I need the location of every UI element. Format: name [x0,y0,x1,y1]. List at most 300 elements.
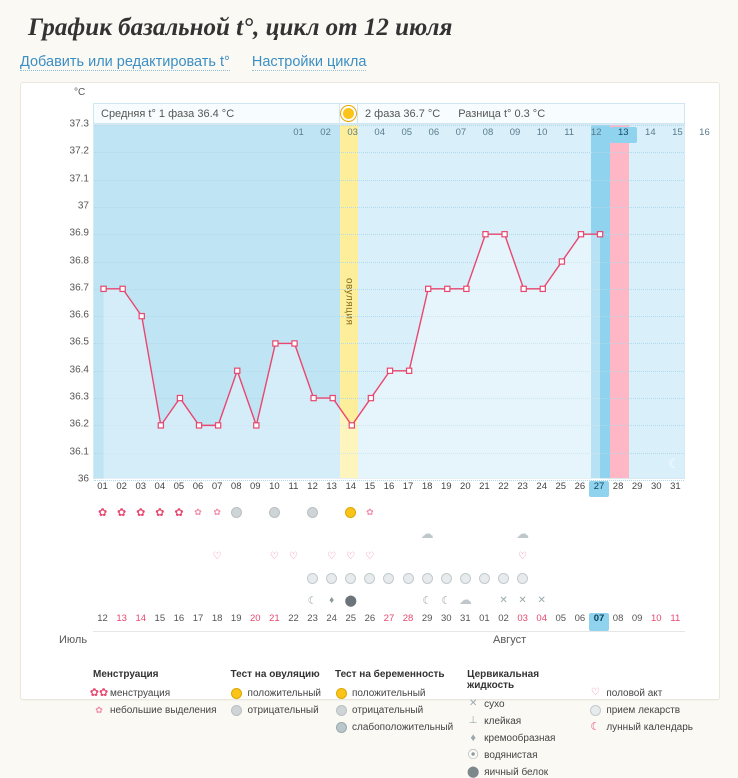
legend-item [467,698,575,710]
intercourse-row [93,545,685,567]
cycle-day-tick[interactable]: 15 [364,481,376,492]
y-tick-label: 36.8 [69,255,89,267]
pill-cell[interactable] [379,567,398,589]
empty-cell[interactable] [437,523,456,545]
empty-cell[interactable] [131,567,150,589]
empty-cell[interactable] [609,589,628,611]
empty-cell[interactable] [628,589,647,611]
menstruation-cell[interactable]: ✿ [213,506,221,517]
chart-card [20,82,720,778]
empty-cell[interactable] [246,567,265,589]
cycle-day-tick[interactable]: 08 [230,481,242,492]
legend-item-label: отрицательный [352,704,424,716]
pill-cell[interactable] [513,567,532,589]
menstruation-cell[interactable]: ✿ [174,506,184,519]
edit-temperature-link[interactable]: Добавить или редактировать t° [20,54,230,70]
pill-cell[interactable] [456,567,475,589]
empty-cell[interactable] [131,545,150,567]
month-label-left: Июль [59,634,88,646]
legend-item [231,704,321,716]
empty-cell[interactable] [609,545,628,567]
empty-cell[interactable] [227,545,246,567]
empty-cell[interactable] [341,523,360,545]
phase-summary-bar [93,103,685,124]
empty-cell[interactable] [322,523,341,545]
menstruation-cell[interactable]: ✿ [155,506,165,519]
empty-cell[interactable] [227,589,246,611]
pill-cell[interactable] [360,567,379,589]
empty-cell[interactable] [360,523,379,545]
empty-cell[interactable] [360,589,379,611]
empty-cell[interactable] [589,567,608,589]
cycle-day-tick[interactable]: 23 [517,481,528,492]
legend-group [589,669,693,778]
cycle-day-tick[interactable]: 28 [612,481,624,492]
menstruation-drops-icon: ✿ ✿ [89,686,109,699]
empty-cell[interactable] [131,523,150,545]
cervical-fluid-cell[interactable]: ☾ [441,594,452,607]
intercourse-cell[interactable]: ♡ [289,550,298,562]
empty-cell[interactable] [379,589,398,611]
empty-cell[interactable] [303,545,322,567]
menstruation-cell[interactable]: ✿ [117,506,127,519]
legend-item [335,687,453,699]
pill-cell[interactable] [418,567,437,589]
empty-cell[interactable] [551,567,570,589]
calendar-date-cell[interactable]: 19 [230,613,242,624]
empty-cell[interactable] [169,589,188,611]
y-axis-labels [53,118,89,485]
weak-positive-dot-icon [335,721,347,733]
menstruation-cell[interactable]: ✿ [194,506,202,517]
calendar-date-cell[interactable]: 04 [536,613,547,624]
calendar-date-cell[interactable]: 02 [498,613,509,624]
calendar-date-cell[interactable]: 25 [345,613,357,624]
empty-cell[interactable] [609,567,628,589]
empty-cell[interactable] [169,567,188,589]
pill-cell[interactable] [494,567,513,589]
watery-drop-icon: ⦿ [467,748,479,761]
phase2-day-number[interactable]: 14 [645,127,656,138]
phase2-day-number[interactable]: 03 [347,127,358,138]
empty-cell[interactable] [666,567,685,589]
empty-cell[interactable] [456,545,475,567]
empty-cell[interactable] [666,501,685,523]
empty-cell[interactable] [112,567,131,589]
empty-cell[interactable] [589,523,608,545]
calendar-date-cell[interactable]: 01 [479,613,490,624]
empty-cell[interactable] [150,545,169,567]
legend-item-label: положительный [352,687,426,699]
menstruation-cell[interactable] [341,501,360,523]
empty-cell[interactable] [475,501,494,523]
empty-cell[interactable] [475,589,494,611]
mucus-cell[interactable]: ☁ [420,526,434,541]
calendar-date-cell[interactable]: 13 [116,613,127,624]
empty-cell[interactable] [628,501,647,523]
calendar-date-cell[interactable]: 05 [555,613,567,624]
chart-legend [89,669,693,778]
cycle-day-tick[interactable]: 16 [383,481,395,492]
empty-cell[interactable] [265,567,284,589]
menstruation-cell[interactable] [303,501,322,523]
y-tick-label: 37 [77,200,89,212]
cervical-fluid-cell[interactable]: ✕ [499,594,508,606]
cervical-fluid-cell[interactable]: ☾ [422,594,433,607]
intercourse-cell[interactable]: ♡ [365,550,375,562]
empty-cell[interactable] [589,589,608,611]
empty-cell[interactable] [93,523,112,545]
cervical-fluid-cell[interactable]: ♦ [329,594,335,606]
cervical-fluid-cell[interactable]: ⬤ [344,594,357,607]
intercourse-cell[interactable]: ♡ [269,550,279,562]
calendar-date-cell[interactable]: 24 [326,613,337,624]
empty-cell[interactable] [589,501,608,523]
empty-cell[interactable] [570,523,589,545]
cycle-day-tick[interactable]: 04 [154,481,166,492]
calendar-date-cell[interactable]: 29 [421,613,433,624]
legend-group [89,669,217,778]
phase2-day-number[interactable]: 02 [320,127,331,138]
ovulation-marker-cell [340,104,358,123]
empty-cell[interactable] [379,523,398,545]
empty-cell[interactable] [570,545,589,567]
legend-item-label: отрицательный [247,704,319,716]
calendar-date-cell[interactable]: 12 [97,613,108,624]
empty-cell[interactable] [399,523,418,545]
cycle-day-tick[interactable]: 02 [116,481,127,492]
empty-cell[interactable] [399,589,418,611]
empty-cell[interactable] [570,589,589,611]
calendar-date-cell[interactable]: 26 [364,613,376,624]
empty-cell[interactable] [456,523,475,545]
calendar-date-cell[interactable]: 30 [440,613,452,624]
empty-cell[interactable] [494,545,513,567]
phase2-day-number[interactable]: 05 [401,127,413,138]
y-tick-label: 36.4 [69,364,89,376]
y-tick-label: 36 [77,473,89,485]
pill-cell[interactable] [399,567,418,589]
cycle-day-tick[interactable]: 22 [498,481,509,492]
ovulation-dot-icon [341,106,356,121]
pill-cell[interactable] [303,567,322,589]
empty-cell[interactable] [437,545,456,567]
cycle-day-tick[interactable]: 14 [345,481,357,492]
empty-cell[interactable] [628,523,647,545]
empty-cell[interactable] [494,501,513,523]
legend-item [589,687,693,699]
phase2-day-number[interactable]: 06 [428,127,440,138]
legend-item [93,704,217,716]
cycle-day-tick[interactable]: 21 [479,481,490,492]
empty-cell[interactable] [494,523,513,545]
egg-white-drop-icon: ⬤ [467,765,480,778]
empty-cell[interactable] [93,545,112,567]
cervical-fluid-cell[interactable]: ✕ [537,594,546,606]
empty-cell[interactable] [379,501,398,523]
empty-cell[interactable] [112,523,131,545]
legend-item [231,687,321,699]
empty-cell[interactable] [532,501,551,523]
calendar-date-cell[interactable]: 08 [612,613,624,624]
empty-cell[interactable] [609,523,628,545]
legend-group-title: Тест на беременность [335,669,445,680]
phase2-day-number[interactable]: 04 [374,127,385,138]
empty-cell[interactable] [112,589,131,611]
calendar-date-cell[interactable]: 28 [402,613,414,624]
empty-cell[interactable] [437,501,456,523]
calendar-date-cell[interactable]: 07 [589,613,608,631]
legend-item [589,704,693,716]
calendar-date-cell[interactable]: 22 [288,613,299,624]
calendar-date-cell[interactable]: 31 [460,613,471,624]
empty-cell[interactable] [131,589,150,611]
phase2-day-number[interactable]: 11 [564,127,575,138]
legend-group-title: Менструация [93,669,159,680]
intercourse-cell[interactable]: ♡ [518,550,528,562]
calendar-date-row[interactable] [93,613,685,632]
empty-cell[interactable] [284,567,303,589]
cycle-day-tick[interactable]: 25 [555,481,567,492]
cycle-day-tick[interactable]: 13 [326,481,337,492]
empty-cell[interactable] [188,523,207,545]
empty-cell[interactable] [399,545,418,567]
cycle-day-tick[interactable]: 06 [192,481,204,492]
empty-cell[interactable] [246,523,265,545]
empty-cell[interactable] [188,567,207,589]
symptom-rows [93,501,685,611]
cycle-day-tick[interactable]: 09 [250,481,261,492]
empty-cell[interactable] [589,545,608,567]
legend-item-label: слабоположительный [352,721,454,733]
mucus-cloud-row [93,523,685,545]
calendar-date-cell[interactable]: 16 [173,613,185,624]
pill-cell[interactable] [437,567,456,589]
calendar-date-cell[interactable]: 14 [135,613,147,624]
empty-cell[interactable] [647,567,666,589]
phase2-day-number[interactable]: 01 [293,127,304,138]
cycle-day-tick[interactable]: 05 [173,481,185,492]
legend-item-label: менструация [110,687,171,699]
empty-cell[interactable] [570,567,589,589]
legend-item-label: лунный календарь [606,721,693,733]
empty-cell[interactable] [647,545,666,567]
empty-cell[interactable] [112,545,131,567]
phase2-day-number[interactable]: 09 [509,127,521,138]
legend-group-title: Цервикальная жидкость [467,669,540,691]
month-label-right: Август [493,634,527,646]
dry-cross-icon: ✕ [468,698,478,709]
phase2-day-number[interactable]: 12 [590,127,602,138]
empty-cell[interactable] [666,523,685,545]
cycle-day-tick[interactable]: 12 [307,481,318,492]
empty-cell[interactable] [93,567,112,589]
empty-cell[interactable] [208,589,227,611]
legend-item-label: кремообразная [484,732,556,744]
empty-cell[interactable] [379,545,398,567]
y-tick-label: 36.9 [69,227,89,239]
negative-gray-dot-icon [231,704,243,716]
empty-cell[interactable] [284,501,303,523]
cycle-day-tick[interactable]: 19 [440,481,452,492]
y-tick-label: 37.1 [69,173,89,185]
empty-cell[interactable] [628,545,647,567]
calendar-date-cell[interactable]: 20 [250,613,261,624]
empty-cell[interactable] [150,589,169,611]
legend-item [589,721,693,733]
empty-cell[interactable] [647,501,666,523]
empty-cell[interactable] [647,589,666,611]
menstruation-cell[interactable]: ✿ [366,506,374,517]
menstruation-cell[interactable] [265,501,284,523]
pill-icon [589,704,601,716]
mucus-cell[interactable]: ☁ [516,526,530,541]
empty-cell[interactable] [418,501,437,523]
calendar-date-cell[interactable]: 15 [154,613,166,624]
empty-cell[interactable] [208,523,227,545]
intercourse-cell[interactable]: ♡ [346,550,356,562]
legend-item-label: клейкая [484,715,522,727]
calendar-date-cell[interactable]: 03 [517,613,528,624]
positive-yellow-dot-icon [231,687,243,699]
phase2-day-number[interactable]: 15 [672,127,683,138]
empty-cell[interactable] [532,545,551,567]
y-tick-label: 36.3 [69,391,89,403]
legend-item-label: водянистая [484,749,538,761]
cycle-day-tick[interactable]: 24 [536,481,547,492]
phase2-summary [358,104,684,123]
cycle-day-tick[interactable]: 30 [650,481,662,492]
empty-cell[interactable] [628,567,647,589]
empty-cell[interactable] [227,523,246,545]
cervical-fluid-cell[interactable]: ☾ [307,594,318,607]
empty-cell[interactable] [551,545,570,567]
pill-cell[interactable] [341,567,360,589]
phase2-day-number[interactable]: 07 [455,127,467,138]
cycle-day-tick[interactable]: 17 [402,481,414,492]
cycle-day-tick[interactable]: 29 [631,481,643,492]
empty-cell[interactable] [303,523,322,545]
cycle-day-tick[interactable]: 01 [97,481,108,492]
y-tick-label: 36.1 [69,446,89,458]
temperature-series [94,125,686,480]
empty-cell[interactable] [532,567,551,589]
action-links [20,54,366,71]
legend-item [467,749,575,761]
legend-item [335,704,453,716]
calendar-date-cell[interactable]: 17 [192,613,204,624]
empty-cell[interactable] [513,501,532,523]
phase2-day-number[interactable]: 13 [610,127,637,143]
calendar-date-cell[interactable]: 21 [269,613,280,624]
empty-cell[interactable] [284,523,303,545]
intercourse-cell[interactable]: ♡ [327,550,337,562]
negative-gray-dot-icon [335,704,347,716]
cycle-day-tick[interactable]: 07 [211,481,223,492]
moon-icon: ☾ [590,720,601,733]
empty-cell[interactable] [93,589,112,611]
empty-cell[interactable] [265,589,284,611]
empty-cell[interactable] [227,567,246,589]
phase2-day-number[interactable]: 16 [699,127,710,138]
menstruation-cell[interactable]: ✿ [136,506,146,519]
calendar-date-cell[interactable]: 11 [670,613,681,624]
empty-cell[interactable] [246,589,265,611]
phase2-day-number[interactable]: 08 [482,127,494,138]
phase2-day-numbers [285,127,718,143]
empty-cell[interactable] [150,567,169,589]
calendar-date-cell[interactable]: 23 [307,613,318,624]
empty-cell[interactable] [456,501,475,523]
cycle-day-tick[interactable]: 10 [269,481,280,492]
legend-group [467,669,575,778]
pill-cell[interactable] [322,567,341,589]
empty-cell[interactable] [551,589,570,611]
cervical-fluid-cell[interactable]: ✕ [518,594,527,606]
calendar-date-cell[interactable]: 10 [650,613,662,624]
empty-cell[interactable] [169,545,188,567]
cycle-day-tick[interactable]: 27 [589,481,608,497]
menstruation-cell[interactable]: ✿ [97,506,108,519]
calendar-date-cell[interactable]: 18 [211,613,223,624]
small-discharge-drop-icon: ✿ [95,704,103,715]
empty-cell[interactable] [246,501,265,523]
empty-cell[interactable] [188,589,207,611]
cycle-day-tick[interactable]: 26 [574,481,586,492]
empty-cell[interactable] [475,545,494,567]
empty-cell[interactable] [666,545,685,567]
cycle-day-tick[interactable]: 18 [421,481,433,492]
empty-cell[interactable] [551,501,570,523]
empty-cell[interactable] [609,501,628,523]
empty-cell[interactable] [532,523,551,545]
empty-cell[interactable] [570,501,589,523]
empty-cell[interactable] [647,523,666,545]
empty-cell[interactable] [169,523,188,545]
cycle-day-tick[interactable]: 20 [460,481,471,492]
calendar-date-cell[interactable]: 06 [574,613,586,624]
calendar-date-cell[interactable]: 09 [631,613,643,624]
empty-cell[interactable] [418,545,437,567]
cycle-settings-link[interactable]: Настройки цикла [251,54,367,70]
menstruation-cell[interactable] [227,501,246,523]
empty-cell[interactable] [150,523,169,545]
empty-cell[interactable] [188,545,207,567]
empty-cell[interactable] [475,523,494,545]
empty-cell[interactable] [246,545,265,567]
empty-cell[interactable] [399,501,418,523]
legend-item [467,732,575,744]
legend-item-label: положительный [247,687,321,699]
calendar-date-cell[interactable]: 27 [383,613,395,624]
page-title: График базальной t°, цикл от 12 июля [28,14,453,41]
cycle-day-tick[interactable]: 11 [288,481,299,492]
cervical-fluid-cell[interactable]: ☁ [458,592,472,607]
cycle-day-tick[interactable]: 31 [670,481,681,492]
empty-cell[interactable] [265,523,284,545]
pill-cell[interactable] [475,567,494,589]
empty-cell[interactable] [666,589,685,611]
empty-cell[interactable] [284,589,303,611]
intercourse-cell[interactable]: ♡ [212,550,222,562]
cycle-day-tick[interactable]: 03 [135,481,147,492]
empty-cell[interactable] [551,523,570,545]
phase2-day-number[interactable]: 10 [536,127,548,138]
plot-area [93,124,685,479]
empty-cell[interactable] [208,567,227,589]
y-tick-label: 37.2 [69,145,89,157]
empty-cell[interactable] [322,501,341,523]
